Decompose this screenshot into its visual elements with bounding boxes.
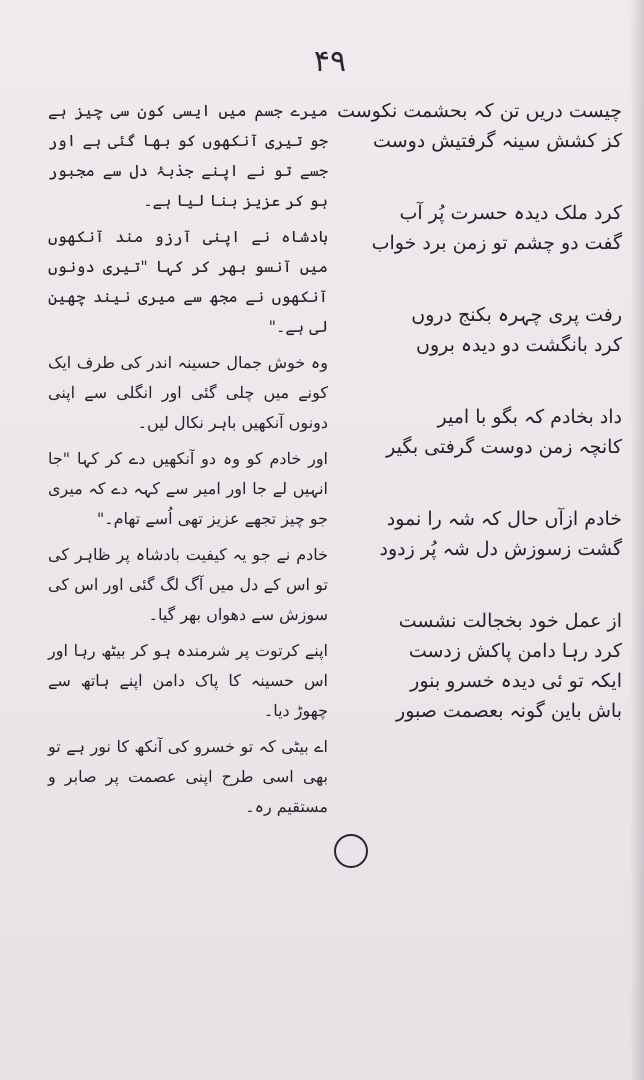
verse-line: گشت زسوزش دل شہ پُر زدود [379, 538, 622, 560]
verse-line: باش باین گونہ بعصمت صبور [396, 700, 622, 722]
translation-paragraph: بادشاہ نے اپنی آرزو مند آنکھوں میں آنسو بھر کر کہا "تیری دونوں آنکھوں نے مجھ سے میری نیند چھین لی ہے۔" [48, 227, 328, 336]
verse-line: خادم ازآں حال کہ شہ را نمود [386, 508, 622, 530]
verse-line: داد بخادم کہ بگو با امیر [437, 406, 622, 428]
urdu-translation-column [48, 96, 328, 828]
verse-line: کرد رہا دامن پاکش زدست [408, 640, 622, 662]
translation-paragraph: اپنے کرتوت پر شرمندہ ہو کر بیٹھ رہا اور اس حسینہ کا پاک دامن اپنے ہاتھ سے چھوڑ دیا۔ [48, 641, 328, 720]
verse-couplet [360, 402, 622, 462]
section-end-circle-icon [334, 834, 368, 868]
verse-couplet [360, 198, 622, 258]
persian-verse-column [337, 96, 622, 726]
verse-line: رفت پری چہرہ بکنج دروں [411, 304, 622, 326]
translation-paragraph: وہ خوش جمال حسینہ اندر کی طرف ایک کونے میں چلی گئی اور انگلی سے اپنی دونوں آنکھیں باہر نکال لیں۔ [48, 353, 328, 432]
verse-couplet [337, 96, 622, 156]
verse-line: کرد ملک دیدہ حسرت پُر آب [399, 202, 622, 224]
page-number: ۴۹ [313, 44, 347, 79]
verse-line: کز کشش سینہ گرفتیش دوست [373, 130, 622, 152]
verse-couplet [360, 606, 622, 726]
verse-couplet [360, 300, 622, 360]
translation-paragraph: اے بیٹی کہ تو خسرو کی آنکھ کا نور ہے تو بھی اسی طرح اپنی عصمت پر صابر و مستقیم رہ۔ [48, 737, 328, 816]
verse-line: گفت دو چشم تو زمن برد خواب [371, 232, 622, 254]
verse-line: ایکہ تو ئی دیدہ خسرو بنور [410, 670, 622, 692]
verse-line: چیست دریں تن کہ بحشمت نکوست [337, 100, 622, 122]
translation-paragraph: خادم نے جو یہ کیفیت بادشاہ پر ظاہر کی تو اس کے دل میں آگ لگ گئی اور اس کی سوزش سے دھواں بھر گیا۔ [48, 545, 328, 624]
verse-couplet [360, 504, 622, 564]
translation-paragraph: اور خادم کو وہ دو آنکھیں دے کر کہا "جا انہیں لے جا اور امیر سے کہہ دے کہ میری جو چیز تجھے عزیز تھی اُسے تھام۔" [48, 449, 328, 528]
verse-line: کرد بانگشت دو دیدہ بروں [415, 334, 622, 356]
translation-paragraph: میرے جسم میں ایسی کون سی چیز ہے جو تیری آنکھوں کو بھا گئی ہے اور جسے تو نے اپنے جذبۂ دل سے مجبور ہو کر عزیز بنا لیا ہے۔ [48, 101, 328, 210]
verse-line: کانچہ زمن دوست گرفتی بگیر [386, 436, 622, 458]
verse-line: از عمل خود بخجالت نشست [398, 610, 622, 632]
page-edge-shadow [630, 0, 644, 1080]
